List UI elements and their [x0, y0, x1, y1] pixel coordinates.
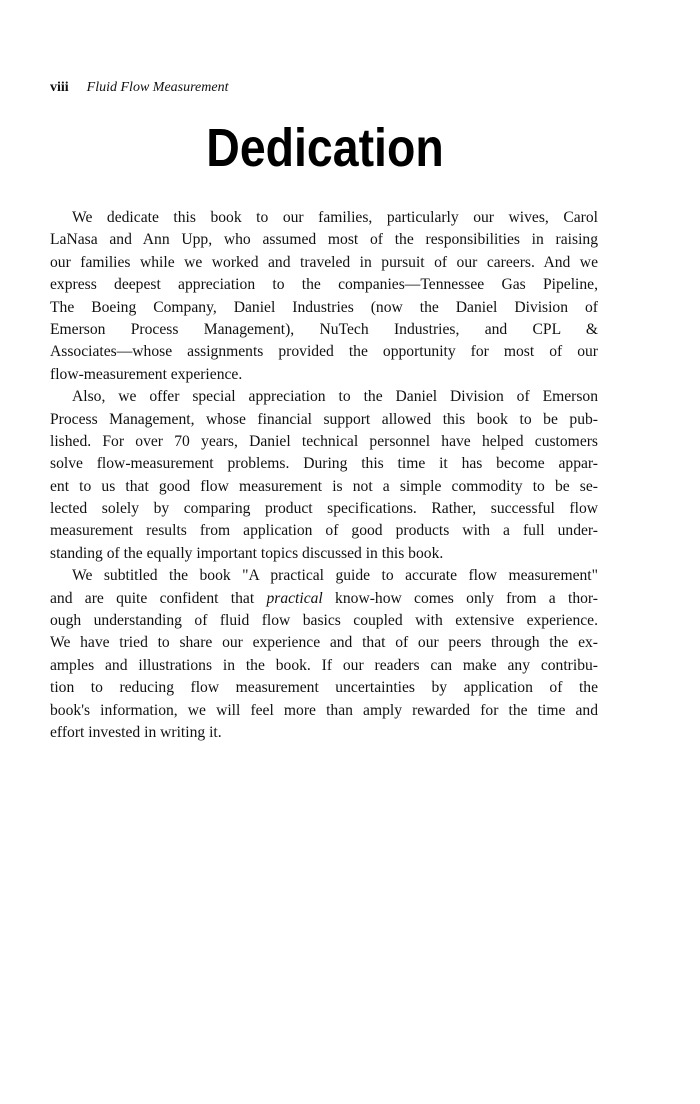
text-segment: know-how comes only from a thor-: [322, 589, 598, 607]
book-title: Fluid Flow Measurement: [86, 80, 229, 95]
text-line: We have tried to share our experience and that of our peers through the ex-: [50, 634, 598, 652]
text-line: lished. For over 70 years, Daniel technical personnel have helped customers: [50, 432, 598, 450]
text-line: Also, we offer special appreciation to the Daniel Division of Emerson: [72, 388, 598, 406]
text-line: tion to reducing flow measurement uncertainties by application of the: [50, 679, 598, 697]
text-line: express deepest appreciation to the companies—Tennessee Gas Pipeline,: [50, 276, 598, 294]
text-line: measurement results from application of good products with a full under-: [50, 522, 598, 540]
text-line: The Boeing Company, Daniel Industries (now the Daniel Division of: [50, 298, 598, 316]
text-line: ough understanding of fluid flow basics coupled with extensive experience.: [50, 612, 598, 630]
text-line: amples and illustrations in the book. If our readers can make any contribu-: [50, 656, 598, 674]
text-line: Associates—whose assignments provided the opportunity for most of our: [50, 343, 598, 361]
text-line: LaNasa and Ann Upp, who assumed most of the responsibilities in raising: [50, 231, 598, 249]
dedication-body: [50, 207, 598, 744]
text-line: We dedicate this book to our families, particularly our wives, Carol: [72, 209, 598, 226]
text-line: ent to us that good flow measurement is not a simple commodity to be se-: [50, 477, 598, 495]
text-line: lected solely by comparing product specifications. Rather, successful flow: [50, 500, 598, 518]
running-head: [50, 80, 228, 96]
text-line: our families while we worked and traveled in pursuit of our careers. And we: [50, 253, 598, 271]
text-line: Process Management, whose financial support allowed this book to be pub-: [50, 410, 598, 428]
text-line: solve flow-measurement problems. During this time it has become appar-: [50, 455, 598, 473]
text-line: book's information, we will feel more than amply rewarded for the time and: [50, 701, 598, 719]
text-line: Emerson Process Management), NuTech Industries, and CPL &: [50, 320, 598, 338]
page-number: viii: [50, 80, 69, 95]
text-line: [50, 588, 598, 610]
text-line: effort invested in writing it.: [50, 723, 222, 741]
text-line: standing of the equally important topics discussed in this book.: [50, 544, 444, 562]
text-line: flow-measurement experience.: [50, 365, 243, 383]
text-line: We subtitled the book "A practical guide to accurate flow measurement": [72, 567, 598, 585]
emphasized-word: practical: [266, 589, 323, 607]
text-segment: and are quite confident that: [50, 589, 267, 607]
page-title: Dedication: [206, 118, 444, 178]
